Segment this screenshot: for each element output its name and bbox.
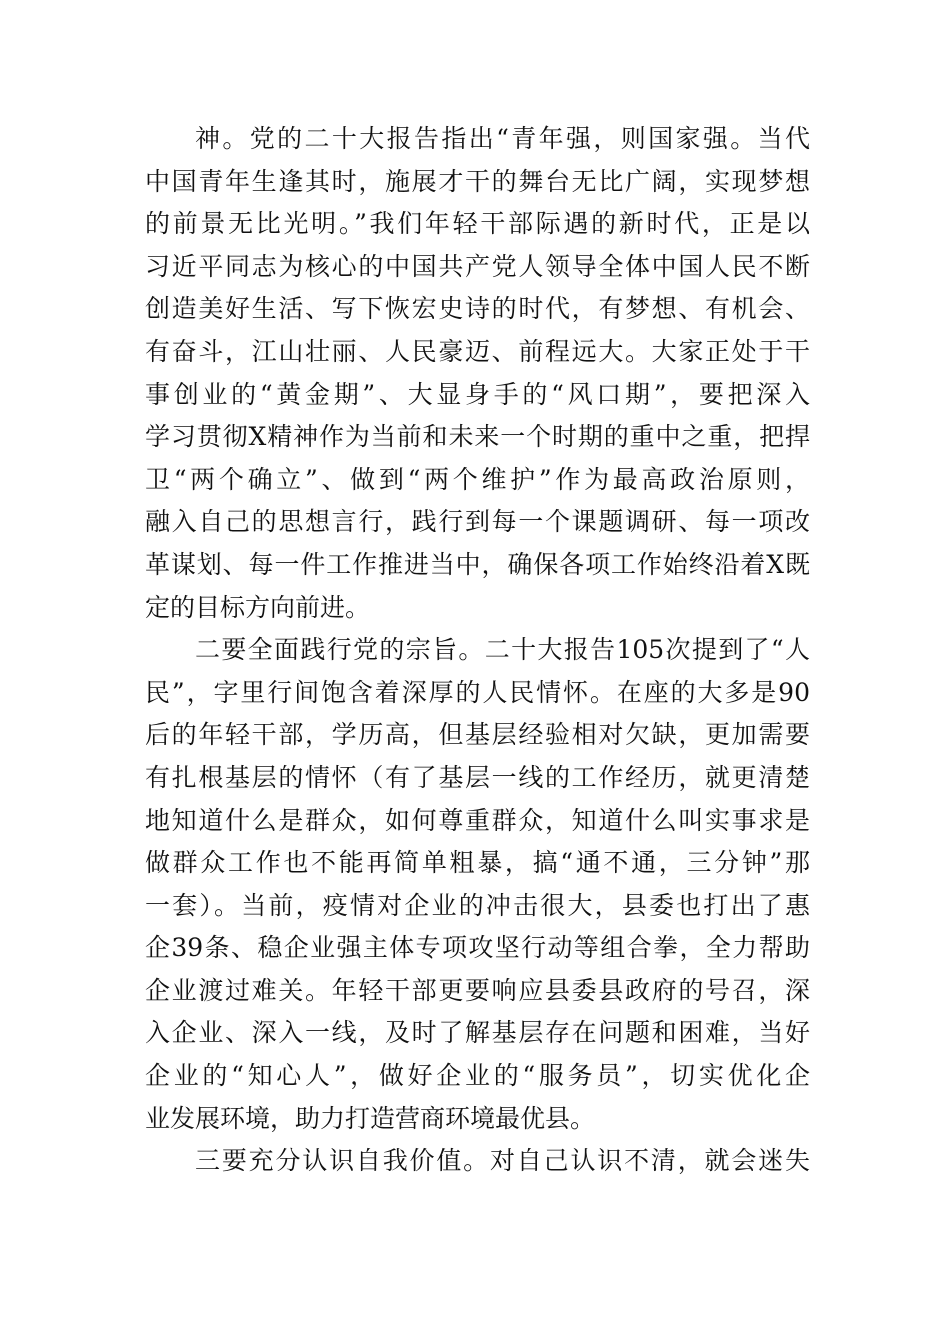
text-line: 有奋斗，江山壮丽、人民豪迈、前程远大。大家正处于干 [145, 336, 810, 366]
text-line: 事创业的“黄金期”、大显身手的“风口期”，要把深入 [145, 379, 810, 409]
text-line: 做群众工作也不能再简单粗暴，搞“通不通，三分钟”那 [145, 848, 810, 878]
text-line: 革谋划、每一件工作推进当中，确保各项工作始终沿着X既 [145, 549, 810, 579]
text-line: 一套）。当前，疫情对企业的冲击很大，县委也打出了惠 [145, 890, 810, 920]
text-line: 三要充分认识自我价值。对自己认识不清，就会迷失 [195, 1146, 810, 1176]
text-line: 企业渡过难关。年轻干部更要响应县委县政府的号召，深 [145, 975, 810, 1005]
text-line: 二要全面践行党的宗旨。二十大报告105次提到了“人 [195, 635, 810, 665]
text-line: 卫“两个确立”、做到“两个维护”作为最高政治原则， [145, 464, 810, 494]
text-line: 后的年轻干部，学历高，但基层经验相对欠缺，更加需要 [145, 720, 810, 750]
text-line: 中国青年生逢其时，施展才干的舞台无比广阔，实现梦想 [145, 166, 810, 196]
text-line: 神。党的二十大报告指出“青年强，则国家强。当代 [195, 124, 810, 153]
text-line: 入企业、深入一线，及时了解基层存在问题和困难，当好 [145, 1018, 810, 1048]
text-line: 定的目标方向前进。 [145, 592, 371, 622]
text-line: 业发展环境，助力打造营商环境最优县。 [145, 1103, 596, 1133]
body-text [145, 118, 810, 1183]
text-line: 企业的“知心人”，做好企业的“服务员”，切实优化企 [145, 1061, 810, 1091]
text-line: 创造美好生活、写下恢宏史诗的时代，有梦想、有机会、 [145, 294, 810, 324]
text-line: 的前景无比光明。”我们年轻干部际遇的新时代，正是以 [145, 209, 810, 239]
text-line: 学习贯彻X精神作为当前和未来一个时期的重中之重，把捍 [145, 422, 810, 452]
text-line: 民”，字里行间饱含着深厚的人民情怀。在座的大多是90 [145, 677, 810, 707]
text-line: 习近平同志为核心的中国共产党人领导全体中国人民不断 [145, 251, 810, 281]
text-line: 有扎根基层的情怀（有了基层一线的工作经历，就更清楚 [145, 762, 810, 792]
text-line: 地知道什么是群众，如何尊重群众，知道什么叫实事求是 [145, 805, 810, 835]
text-line: 融入自己的思想言行，践行到每一个课题调研、每一项改 [145, 507, 810, 537]
text-line: 企39条、稳企业强主体专项攻坚行动等组合拳，全力帮助 [145, 933, 810, 963]
